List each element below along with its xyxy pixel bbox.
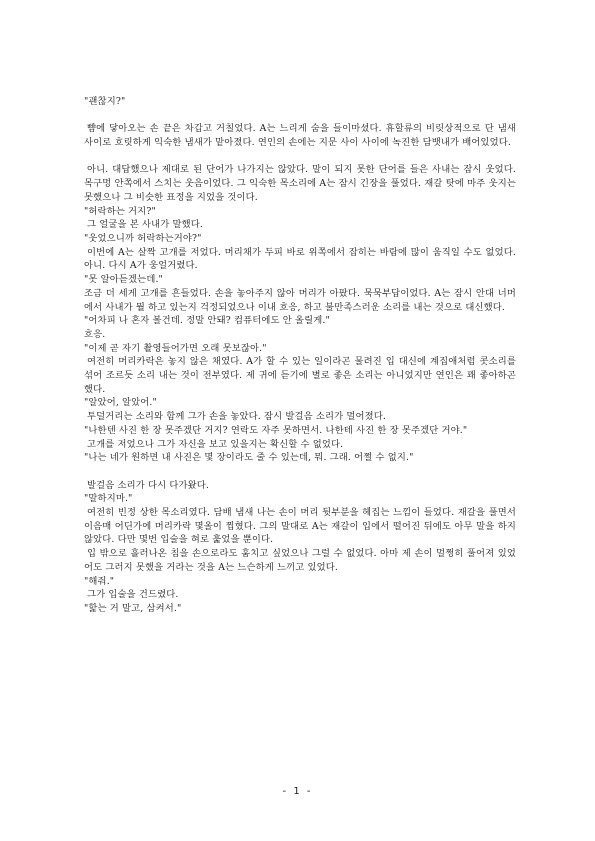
paragraph-22: 발걸음 소리가 다시 다가왔다. xyxy=(87,479,209,491)
paragraph-11: 조금 더 세게 고개를 흔들었다. 손을 놓아주지 않아 머리가 아팠다. 묵묵부답이었다. A는 잠시 안대 너머에서 사내가 뭘 하고 있는지 걱정되었으나 이내 흐응, 하고 불만족스러운 소리를 내는 것으로 대신했다. xyxy=(84,287,516,313)
paragraph-24: 여전히 빈정 상한 목소리였다. 담배 냄새 나는 손이 머리 뒷부분을 헤집는 느낌이 들었다. 재갈을 풀면서 이음매 어딘가에 머리카락 몇올이 찝혔다. 그의 말대로 A는 재갈이 입에서 떨어진 뒤에도 아무 말을 하지 않았다. 다만 몇번 입술을 혀로 훑었을 뿐이다. xyxy=(84,507,516,546)
paragraph-10: "못 알아듣겠는데." xyxy=(84,274,163,286)
paragraph-17: 투덜거리는 소리와 함께 그가 손을 놓았다. 잠시 발걸음 소리가 멀어졌다. xyxy=(87,411,386,423)
paragraph-25: 입 밖으로 흘러나온 침을 손으로라도 훔치고 싶었으나 그럴 수 없었다. 아마 제 손이 멀쩡히 풀어져 있었어도 그러지 못했을 거라는 것을 A는 느슨하게 느끼고 있었다. xyxy=(84,548,516,573)
paragraph-15: 여전히 머리카락은 놓지 않은 채였다. A가 할 수 있는 일이라곤 물려진 입 대신에 계집애처럼 콧소리를 섞어 조르듯 소리 내는 것이 전부였다. 제 귀에 듣기에 별로 좋은 소리는 아니었지만 연인은 꽤 좋아하곤 했다. xyxy=(84,356,516,395)
page-number: - 1 - xyxy=(282,786,313,797)
paragraph-23: "말하지마." xyxy=(84,493,133,505)
paragraph-14: "이제 곧 자기 촬영들어가면 오래 못보잖아." xyxy=(84,342,267,354)
paragraph-28: "핥는 거 말고, 삼켜서." xyxy=(84,602,182,614)
paragraph-6: "허락하는 거지?" xyxy=(84,205,156,217)
paragraph-20: "나는 네가 원하면 내 사진은 몇 장이라도 줄 수 있는데, 뭐. 그래. 어쩔 수 없지." xyxy=(84,452,414,464)
document-body xyxy=(84,95,516,616)
paragraph-gap xyxy=(84,465,516,479)
paragraph-13: 흐응. xyxy=(84,328,106,340)
paragraph-7: 그 얼굴을 본 사내가 말했다. xyxy=(87,219,203,231)
paragraph-19: 고개를 저었으나 그가 자신을 보고 있을지는 확신할 수 없었다. xyxy=(87,438,344,450)
paragraph-12: "어차피 나 혼자 볼건데. 정말 안돼? 컴퓨터에도 안 올릴게." xyxy=(84,315,330,327)
paragraph-1: "괜찮지?" xyxy=(84,96,126,107)
paragraph-gap xyxy=(84,150,516,164)
paragraph-5: 아니. 대답했으나 제대로 된 단어가 나가지는 않았다. 말이 되지 못한 단어를 들은 사내는 잠시 웃었다. 목구멍 안쪽에서 스치는 웃음이었다. 그 익숙한 목소리에 A는 잠시 긴장을 풀었다. 재갈 탓에 마주 웃지는 못했으나 그 비슷한 표정을 지었을 것이다. xyxy=(84,164,516,203)
paragraph-16: "알았어, 알았어." xyxy=(84,397,157,409)
paragraph-18: "나한텐 사진 한 장 못주겠단 거지? 연락도 자주 못하면서. 나한테 사진 한 장 못주겠단 거야." xyxy=(84,424,468,436)
paragraph-8: "웃었으니까 허락하는거야?" xyxy=(84,233,202,244)
paragraph-3: 뺨에 닿아오는 손 끝은 차갑고 거칠었다. A는 느리게 숨을 들이마셨다. 휴할류의 비릿상적으로 단 냄새 사이로 흐릿하게 익숙한 냄새가 맡아졌다. 연인의 손에는 지문 사이 사이에 녹진한 담뱃내가 배어있었다. xyxy=(84,123,516,149)
paragraph-27: 그가 입술을 건드렸다. xyxy=(87,589,179,601)
paragraph-gap xyxy=(84,109,516,123)
paragraph-26: "해줘." xyxy=(84,575,115,587)
paragraph-9: 이번에 A는 살짝 고개를 저었다. 머리채가 두피 바로 위쪽에서 잡히는 바람에 많이 움직일 수도 없었다. 아니. 다시 A가 웅얼거렸다. xyxy=(84,246,516,272)
